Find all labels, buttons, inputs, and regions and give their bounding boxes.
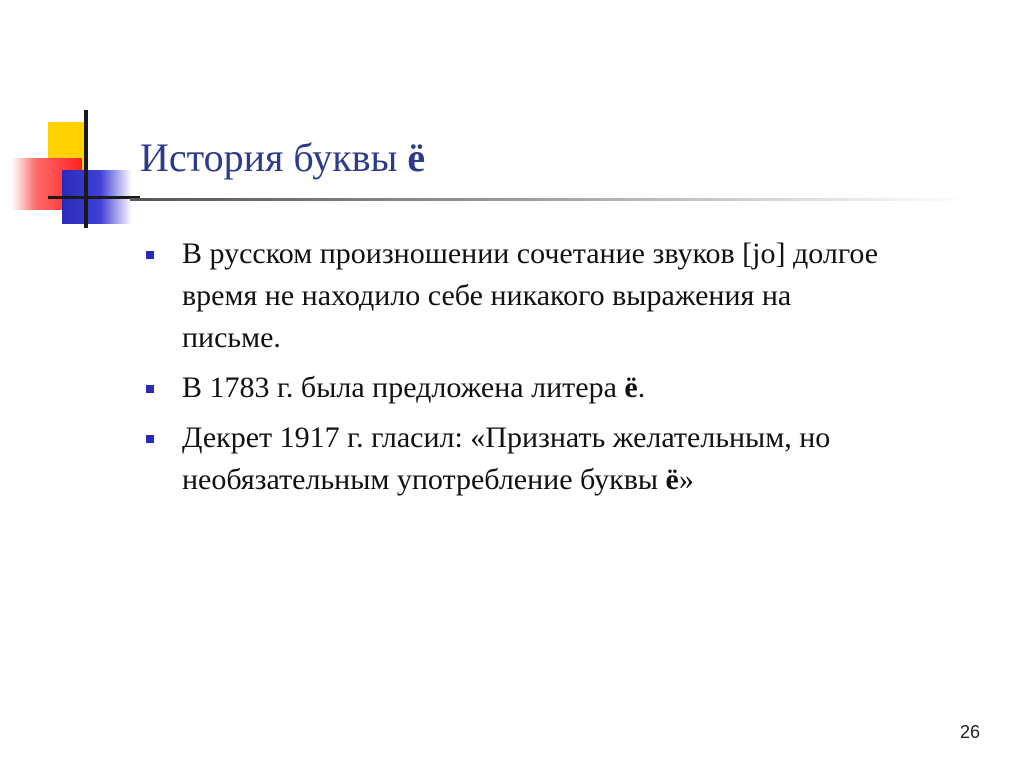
vertical-line-decoration: [84, 110, 88, 228]
bullet-3-after: »: [678, 463, 694, 496]
bullet-item-3: [140, 417, 990, 501]
bullet-item-1: [140, 233, 990, 359]
bullet-2-text: В 1783 г. была предложена литера: [182, 371, 625, 404]
bullet-item-2: [140, 367, 990, 409]
bullet-list: [140, 233, 990, 509]
square-bullet-icon: [146, 385, 154, 393]
page-number: 26: [960, 722, 981, 742]
corner-decoration: [0, 100, 140, 240]
bullet-3-line-2: [182, 459, 990, 501]
slide-title-letter: ё: [407, 135, 426, 180]
bullet-3-text: необязательным употребление буквы: [182, 463, 666, 496]
bullet-1-line-3: письме.: [182, 321, 281, 354]
bullet-3-line-1: Декрет 1917 г. гласил: «Признать желательным, но: [182, 421, 831, 454]
bullet-2-line-1: [182, 367, 990, 409]
bullet-1-line-1: В русском произношении сочетание звуков [jo] долгое: [182, 237, 879, 270]
slide-title-text: История буквы: [140, 135, 408, 180]
slide-title: [140, 134, 425, 182]
square-bullet-icon: [146, 435, 154, 443]
bullet-1-line-2: время не находило себе никакого выражения на: [182, 279, 792, 312]
title-underline: [130, 198, 970, 201]
bullet-2-letter: ё: [624, 371, 638, 404]
bullet-3-letter: ё: [665, 463, 679, 496]
bullet-2-after: .: [637, 371, 646, 404]
square-bullet-icon: [146, 251, 154, 259]
horizontal-line-decoration: [48, 196, 140, 199]
